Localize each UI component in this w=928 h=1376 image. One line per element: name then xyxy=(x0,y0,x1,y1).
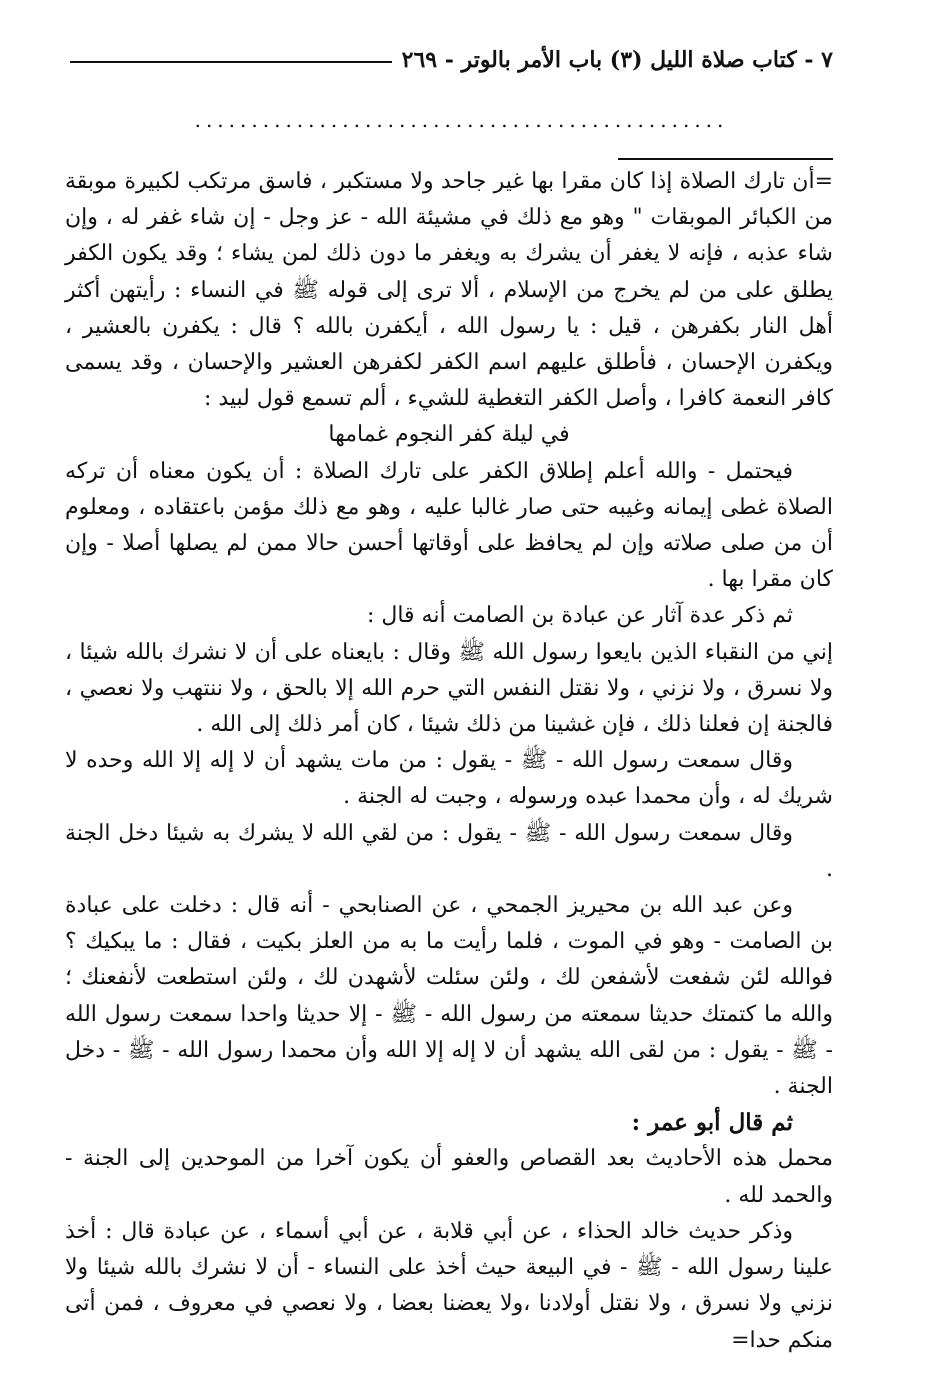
paragraph-1: =أن تارك الصلاة إذا كان مقرا بها غير جاحد ولا مستكبر ، فاسق مرتكب لكبيرة موبقة من الكبائر الموبقات " وهو مع ذلك في مشيئة الله - عز وجل - إن شاء غفر له ، وإن شاء عذبه ، فإنه لا يغفر أن يشرك به ويغفر ما دون ذلك لمن يشاء ؛ وقد يكون الكفر يطلق على من لم يخرج من الإسلام ، ألا ترى إلى قوله ﷺ في النساء : رأيتهن أكثر أهل النار بكفرهن ، قيل : يا رسول الله ، أيكفرن بالله ؟ قال : يكفرن بالعشير ، ويكفرن الإحسان ، فأطلق عليهم اسم الكفر لكفرهن العشير والإحسان ، وقد يسمى كافر النعمة كافرا ، وأصل الكفر التغطية للشيء ، ألم تسمع قول لبيد : xyxy=(65,169,833,412)
header-rule xyxy=(70,61,392,63)
paragraph-4: إني من النقباء الذين بايعوا رسول الله ﷺ وقال : بايعناه على أن لا نشرك بالله شيئا ، ولا نسرق ، ولا نزني ، ولا نقتل النفس التي حرم الله إلا بالحق ، ولا ننتهب ولا نعصي ، فالجنة إن فعلنا ذلك ، فإن غشينا من ذلك شيئا ، كان أمر ذلك إلى الله . xyxy=(65,639,833,738)
paragraph-3: ثم ذكر عدة آثار عن عبادة بن الصامت أنه قال : xyxy=(366,603,793,629)
dotted-separator: ............................................... xyxy=(194,108,729,132)
paragraph-9: وذكر حديث خالد الحذاء ، عن أبي قلابة ، عن أبي أسماء ، عن عبادة قال : أخذ علينا رسول الله - ﷺ - في البيعة حيث أخذ على النساء - أن لا نشرك بالله شيئا ولا نزني ولا نسرق ، ولا نقتل أولادنا ،ولا يعضنا بعضا ، ولا نعصي في معروف ، فمن أتى منكم حدا= xyxy=(65,1218,833,1353)
paragraph-6: وقال سمعت رسول الله - ﷺ - يقول : من لقي الله لا يشرك به شيئا دخل الجنة . xyxy=(65,820,833,882)
body-text xyxy=(65,164,833,1359)
verse-line: في ليلة كفر النجوم غمامها xyxy=(328,422,570,448)
paragraph-8: محمل هذه الأحاديث بعد القصاص والعفو أن يكون آخرا من الموحدين إلى الجنة - والحمد لله . xyxy=(65,1146,833,1208)
running-header xyxy=(70,40,833,80)
footnote-rule xyxy=(618,158,833,160)
paragraph-7: وعن عبد الله بن محيريز الجمحي ، عن الصنابحي - أنه قال : دخلت على عبادة بن الصامت - وهو في الموت ، فلما رأيت ما به من العلز بكيت ، فقال : ما يبكيك ؟ فوالله لئن شفعت لأشفعن لك ، ولئن سئلت لأشهدن لك ، ولئن استطعت لأنفعنك ؛ والله ما كتمتك حديثا سمعته من رسول الله - ﷺ - إلا حديثا واحدا سمعت رسول الله - ﷺ - يقول : من لقى الله يشهد أن لا إله إلا الله وأن محمدا رسول الله - ﷺ - دخل الجنة . xyxy=(65,893,833,1100)
header-title: ٧ - كتاب صلاة الليل (٣) باب الأمر بالوتر - ٢٦٩ xyxy=(401,47,833,73)
section-heading: ثم قال أبو عمر : xyxy=(631,1109,793,1137)
paragraph-2: فيحتمل - والله أعلم إطلاق الكفر على تارك الصلاة : أن يكون معناه أن تركه الصلاة غطى إيمانه وغيبه حتى صار غالبا عليه ، وهو مع ذلك مؤمن باعتقاده ، ومعلوم أن من صلى صلاته وإن لم يحافظ على أوقاتها أحسن حالا ممن لم يصلها أصلا - وإن كان مقرا بها . xyxy=(65,458,833,593)
paragraph-5: وقال سمعت رسول الله - ﷺ - يقول : من مات يشهد أن لا إله إلا الله وحده لا شريك له ، وأن محمدا عبده ورسوله ، وجبت له الجنة . xyxy=(65,748,833,810)
